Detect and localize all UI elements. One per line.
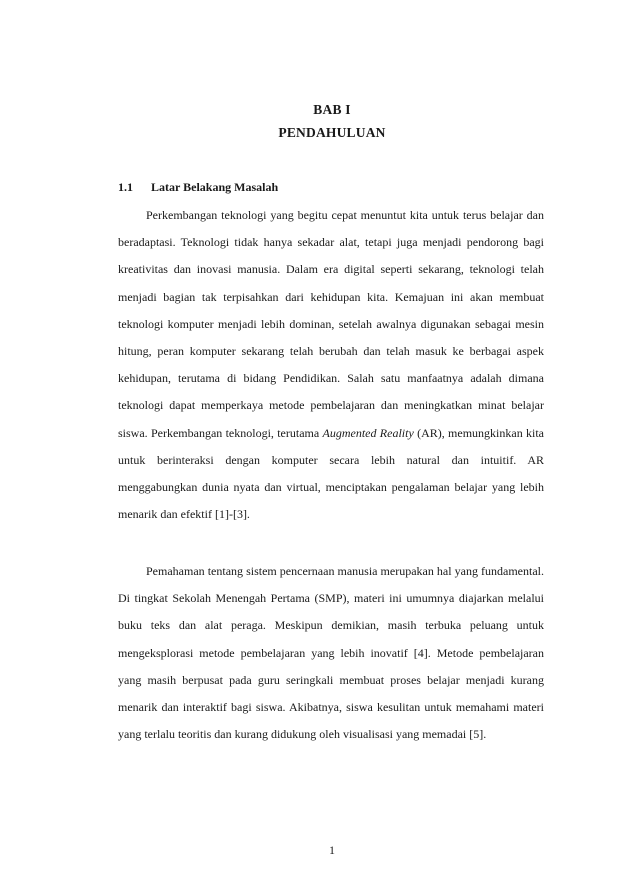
chapter-title: PENDAHULUAN — [278, 125, 386, 140]
paragraph-1-emphasis: Augmented Reality — [322, 425, 414, 440]
section-heading — [118, 180, 278, 195]
paragraph-2 — [118, 558, 544, 748]
page-number: 1 — [329, 843, 335, 857]
chapter-number: BAB I — [313, 102, 351, 117]
section-number: 1.1 — [118, 180, 133, 194]
paragraph-1-text — [118, 202, 544, 528]
section-title: Latar Belakang Masalah — [151, 180, 279, 194]
paragraph-1-part2: (AR), memungkinkan kita untuk berinteraksi dengan komputer secara lebih natural dan intuitif. AR menggabungkan dunia nyata dan virtual, menciptakan pengalaman belajar yang lebih menarik dan efektif [1]-[3]. — [118, 425, 545, 522]
paragraph-1-part1: Perkembangan teknologi yang begitu cepat menuntut kita untuk terus belajar dan beradaptasi. Teknologi tidak hanya sekadar alat, tetapi juga menjadi pendorong bagi kreativitas dan inovasi manusia. Dalam era digital seperti sekarang, teknologi telah menjadi bagian tak terpisahkan dari kehidupan kita. Kemajuan ini akan membuat teknologi komputer menjadi lebih dominan, setelah awalnya digunakan sebagai mesin hitung, peran komputer sekarang telah berubah dan telah masuk ke berbagai aspek kehidupan, terutama di bidang Pendidikan. Salah satu manfaatnya adalah dimana teknologi dapat memperkaya metode pembelajaran dan meningkatkan minat belajar siswa. Perkembangan teknologi, terutama — [118, 208, 544, 440]
paragraph-2-text: Pemahaman tentang sistem pencernaan manusia merupakan hal yang fundamental. Di tingkat Sekolah Menengah Pertama (SMP), materi ini umumnya diajarkan melalui buku teks dan alat peraga. Meskipun demikian, masih terbuka peluang untuk mengeksplorasi metode pembelajaran yang lebih inovatif [4]. Metode pembelajaran yang masih berpusat pada guru seringkali membuat proses belajar menjadi kurang menarik dan interaktif bagi siswa. Akibatnya, siswa kesulitan untuk memahami materi yang terlalu teoritis dan kurang didukung oleh visualisasi yang memadai [5]. — [118, 564, 544, 742]
paragraph-1 — [118, 202, 544, 528]
